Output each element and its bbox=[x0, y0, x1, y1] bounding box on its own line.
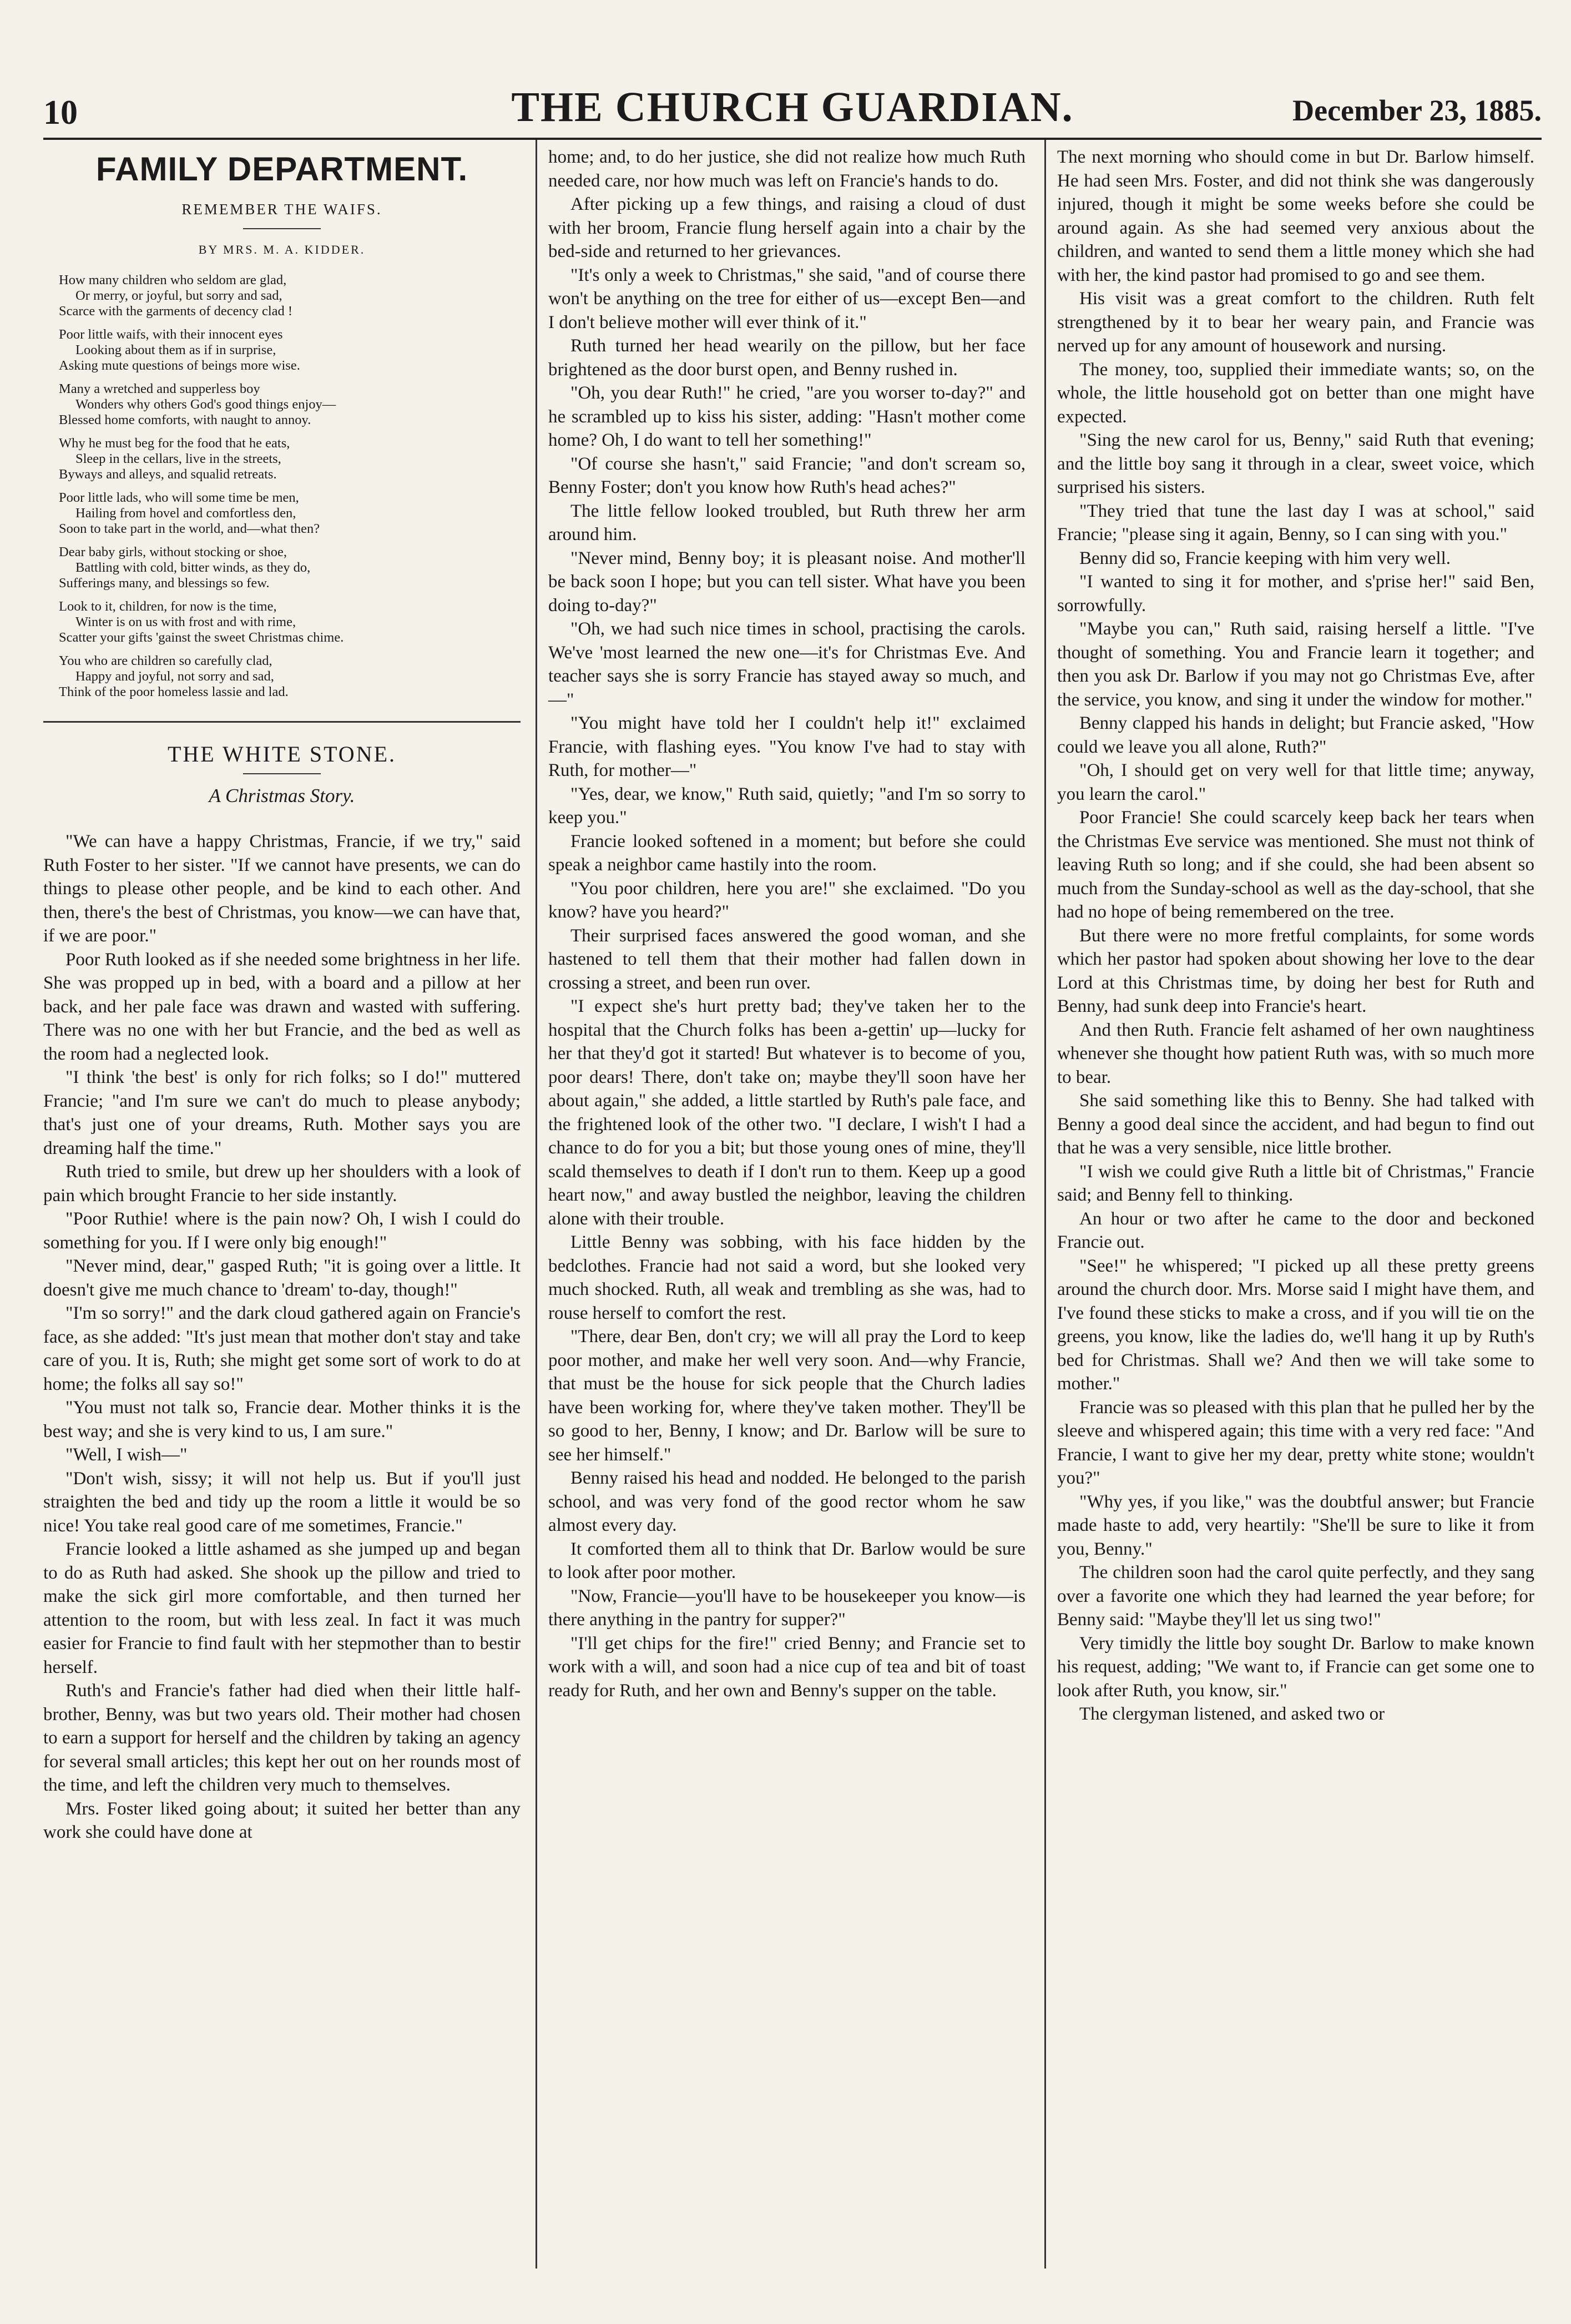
story-paragraph: "I'm so sorry!" and the dark cloud gathered again on Francie's face, as she added: "It's just mean that mother don't stay and take care of you. It is, Ruth; she might get some sort of work to do at home; the folks all say so!" bbox=[43, 1303, 521, 1394]
story-paragraph: The next morning who should come in but Dr. Barlow himself. He had seen Mrs. Foster, and did not think she was dangerously injured, though it might be some weeks before she could be around again. As she had seemed very anxious about the children, and wanted to send them a little money which she had with her, the kind pastor had promised to go and see them. bbox=[1057, 147, 1534, 285]
poem bbox=[43, 273, 521, 700]
story-paragraph: "You might have told her I couldn't help it!" exclaimed Francie, with flashing eyes. "You know I've had to stay with Ruth, for mother—" bbox=[548, 713, 1026, 780]
story-paragraph: The little fellow looked troubled, but Ruth threw her arm around him. bbox=[548, 501, 1026, 545]
story-paragraph: Poor Ruth looked as if she needed some brightness in her life. She was propped up in bed, with a board and a pillow at her back, and her pale face was drawn and wasted with suffering. There was no one with her but Francie, and the bed as well as the room had a neglected look. bbox=[43, 949, 521, 1064]
story-paragraph: "I think 'the best' is only for rich folks; so I do!" muttered Francie; "and I'm sure we can't do much to please anybody; that's just one of your dreams, Ruth. Mother says you are dreaming half the time." bbox=[43, 1067, 521, 1158]
story-paragraph: "I expect she's hurt pretty bad; they've taken her to the hospital that the Church folks has been a-gettin' up—lucky for her that they'd got it started! But whatever is to become of you, poor dears! There, don't take on; maybe they'll soon have her about again," she added, a little startled by Ruth's pale face, and the frightened look of the other two. "I declare, I wish't I had a chance to do for you a bit; but those young ones of mine, they'll scald themselves to death if I don't run to them. Keep up a good heart now," and away bustled the neighbor, leaving the children alone with their trouble. bbox=[548, 996, 1026, 1229]
story-paragraph: The children soon had the carol quite perfectly, and they sang over a favorite one which they had learned the year before; for Benny said: "Maybe they'll let us sing two!" bbox=[1057, 1562, 1534, 1630]
story-paragraph: "Poor Ruthie! where is the pain now? Oh, I wish I could do something for you. If I were only big enough!" bbox=[43, 1209, 521, 1253]
poem-stanza bbox=[59, 327, 521, 374]
poem-stanza bbox=[59, 490, 521, 537]
poem-line: Wonders why others God's good things enjoy— bbox=[75, 397, 336, 412]
story-paragraph: "You poor children, here you are!" she exclaimed. "Do you know? have you heard?" bbox=[548, 878, 1026, 922]
poem-line: You who are children so carefully clad, bbox=[59, 653, 272, 668]
poem-line: Happy and joyful, not sorry and sad, bbox=[75, 669, 274, 684]
story-paragraph: She said something like this to Benny. She had talked with Benny a good deal since the accident, and had begun to find out that he was a very sensible, nice little brother. bbox=[1057, 1091, 1534, 1158]
poem-line: Byways and alleys, and squalid retreats. bbox=[59, 467, 277, 482]
column-1 bbox=[43, 145, 521, 1844]
poem-line: How many children who seldom are glad, bbox=[59, 273, 287, 288]
poem-stanza bbox=[59, 381, 521, 428]
story-paragraph: Benny raised his head and nodded. He belonged to the parish school, and was very fond of the good rector whom he saw almost every day. bbox=[548, 1468, 1026, 1535]
story-paragraph: "Don't wish, sissy; it will not help us. But if you'll just straighten the bed and tidy up the room a little it would be so nice! You take real good care of me sometimes, Francie." bbox=[43, 1468, 521, 1536]
story-paragraph: An hour or two after he came to the door and beckoned Francie out. bbox=[1057, 1208, 1534, 1252]
story-paragraph: Poor Francie! She could scarcely keep back her tears when the Christmas Eve service was mentioned. She must not think of leaving Ruth so long; and if she could, she had been absent so much from the Sunday-school as well as the day-school, that she had no hope of being remembered on the tree. bbox=[1057, 808, 1534, 922]
story-paragraph: "It's only a week to Christmas," she said, "and of course there won't be anything on the tree for either of us—except Ben—and I don't believe mother will ever think of it." bbox=[548, 265, 1026, 332]
poem-line: Looking about them as if in surprise, bbox=[75, 342, 276, 357]
story-paragraph: Ruth turned her head wearily on the pillow, but her face brightened as the door burst open, and Benny rushed in. bbox=[548, 336, 1026, 380]
story-paragraph: But there were no more fretful complaints, for some words which her pastor had spoken about showing her love to the dear Lord at this Christmas time, by doing her best for Ruth and Benny, had sunk deep into Francie's heart. bbox=[1057, 925, 1534, 1016]
story-paragraph: Francie was so pleased with this plan that he pulled her by the sleeve and whispered again; this time with a very red face: "And Francie, I want to give her my dear, pretty white stone; wouldn't you?" bbox=[1057, 1397, 1534, 1488]
story-paragraph: "There, dear Ben, don't cry; we will all pray the Lord to keep poor mother, and make her well very soon. And—why Francie, that must be the house for sick people that the Church ladies have been working for, where they've taken mother. They'll be so good to her, Benny, I know; and Dr. Barlow will be sure to see her himself." bbox=[548, 1327, 1026, 1465]
poem-line: Many a wretched and supperless boy bbox=[59, 381, 260, 396]
poem-stanza bbox=[59, 653, 521, 700]
story-paragraph: Ruth's and Francie's father had died when their little half-brother, Benny, was but two years old. Their mother had chosen to earn a support for herself and the children by taking an agency for several small articles; this kept her out on her rounds most of the time, and left the children very much to themselves. bbox=[43, 1681, 521, 1795]
poem-line: Poor little lads, who will some time be men, bbox=[59, 490, 299, 505]
poem-stanza bbox=[59, 599, 521, 646]
story-paragraph: Benny clapped his hands in delight; but Francie asked, "How could we leave you all alone, Ruth?" bbox=[1057, 713, 1534, 757]
section-divider bbox=[43, 721, 521, 723]
poem-line: Blessed home comforts, with naught to annoy. bbox=[59, 412, 311, 427]
story-paragraph: "I wanted to sing it for mother, and s'prise her!" said Ben, sorrowfully. bbox=[1057, 572, 1534, 616]
story-paragraph: Mrs. Foster liked going about; it suited her better than any work she could have done at bbox=[43, 1798, 521, 1842]
page-number: 10 bbox=[43, 94, 78, 132]
poem-byline: BY MRS. M. A. KIDDER. bbox=[198, 242, 366, 256]
story-paragraph: "I wish we could give Ruth a little bit of Christmas," Francie said; and Benny fell to thinking. bbox=[1057, 1161, 1534, 1205]
poem-stanza bbox=[59, 273, 521, 319]
story-paragraph: "Oh, I should get on very well for that little time; anyway, you learn the carol." bbox=[1057, 760, 1534, 804]
story-paragraph: Their surprised faces answered the good woman, and she hastened to tell them that their mother had fallen down in crossing a street, and been run over. bbox=[548, 925, 1026, 993]
poem-line: Think of the poor homeless lassie and lad. bbox=[59, 684, 289, 699]
story-paragraph: "Never mind, dear," gasped Ruth; "it is going over a little. It doesn't give me much chance to 'dream' to-day, though!" bbox=[43, 1256, 521, 1300]
story-paragraph: Francie looked softened in a moment; but before she could speak a neighbor came hastily into the room. bbox=[548, 831, 1026, 875]
issue-date: December 23, 1885. bbox=[1292, 94, 1542, 127]
story-paragraph: Little Benny was sobbing, with his face hidden by the bedclothes. Francie had not said a word, but she looked very much shocked. Ruth, all weak and trembling as she was, had to rouse herself to comfort the rest. bbox=[548, 1232, 1026, 1323]
poem-line: Why he must beg for the food that he eats, bbox=[59, 436, 290, 451]
story-paragraph: "Now, Francie—you'll have to be housekeeper you know—is there anything in the pantry for supper?" bbox=[548, 1586, 1026, 1630]
masthead bbox=[43, 83, 1542, 139]
story-paragraph: "Oh, we had such nice times in school, practising the carols. We've 'most learned the new one—it's for Christmas Eve. And teacher says she is sorry Francie has stayed away so much, and—" bbox=[548, 619, 1026, 710]
story-paragraph: "You must not talk so, Francie dear. Mother thinks it is the best way; and she is very kind to us, I am sure." bbox=[43, 1398, 521, 1441]
story-paragraph: "Well, I wish—" bbox=[65, 1445, 188, 1465]
poem-line: Look to it, children, for now is the time, bbox=[59, 599, 277, 614]
story-paragraph: The money, too, supplied their immediate wants; so, on the whole, the little household got on better than one might have expected. bbox=[1057, 359, 1534, 427]
story-paragraph: "Maybe you can," Ruth said, raising herself a little. "I've thought of something. You and Francie learn it together; and then you ask Dr. Barlow if you may not go Christmas Eve, after the service, you know, and sing it under the window for mother." bbox=[1057, 619, 1534, 710]
story-paragraph: His visit was a great comfort to the children. Ruth felt strengthened by it to bear her weary pain, and Francie was nerved up for any amount of housework and nursing. bbox=[1057, 289, 1534, 356]
story-paragraph: "Yes, dear, we know," Ruth said, quietly; "and I'm so sorry to keep you." bbox=[548, 784, 1026, 828]
column-rule bbox=[1044, 140, 1046, 2268]
poem-line: Dear baby girls, without stocking or shoe, bbox=[59, 545, 287, 559]
poem-line: Scatter your gifts 'gainst the sweet Christmas chime. bbox=[59, 630, 344, 645]
poem-line: Soon to take part in the world, and—what then? bbox=[59, 521, 320, 536]
column-1-text bbox=[43, 830, 521, 1844]
column-2 bbox=[548, 145, 1026, 1702]
story-paragraph: "See!" he whispered; "I picked up all these pretty greens around the church door. Mrs. Morse said I might have them, and I've found these sticks to make a cross, and if you will tie on the greens, you know, like the ladies do, we'll hang it up by Ruth's bed for Christmas. Shall we? And then we will take some to mother." bbox=[1057, 1256, 1534, 1394]
column-rule bbox=[536, 140, 537, 2268]
story-paragraph: Ruth tried to smile, but drew up her shoulders with a look of pain which brought Francie to her side instantly. bbox=[43, 1162, 521, 1206]
divider bbox=[243, 773, 321, 774]
story-paragraph: Very timidly the little boy sought Dr. Barlow to make known his request, adding; "We want to, if Francie can get some one to look after Ruth, you know, sir." bbox=[1057, 1633, 1534, 1701]
poem-line: Sleep in the cellars, live in the streets, bbox=[75, 451, 281, 466]
story-paragraph: "Oh, you dear Ruth!" he cried, "are you worser to-day?" and he scrambled up to kiss his sister, adding: "Hasn't mother come home? Oh, I do want to tell her something!" bbox=[548, 383, 1026, 450]
column-3 bbox=[1057, 145, 1534, 1726]
story-paragraph: The clergyman listened, and asked two or bbox=[1079, 1704, 1385, 1724]
story-paragraph: home; and, to do her justice, she did not realize how much Ruth needed care, nor how much was left on Francie's hands to do. bbox=[548, 147, 1026, 191]
poem-line: Scarce with the garments of decency clad ! bbox=[59, 304, 293, 319]
story-paragraph: Francie looked a little ashamed as she jumped up and began to do as Ruth had asked. She shook up the pillow and tried to make the sick girl more comfortable, and then turned her attention to the room, but with less zeal. In fact it was much easier for Francie to find fault with her stepmother than to bestir herself. bbox=[43, 1539, 521, 1677]
story-subtitle: A Christmas Story. bbox=[209, 784, 355, 806]
story-paragraph: "We can have a happy Christmas, Francie, if we try," said Ruth Foster to her sister. "If we cannot have presents, we can do things to please other people, and be kind to each other. And then, there's the best of Christmas, you know—we can have that, if we are poor." bbox=[43, 831, 521, 946]
divider bbox=[243, 228, 321, 229]
newspaper-title: THE CHURCH GUARDIAN. bbox=[511, 84, 1074, 130]
section-heading: FAMILY DEPARTMENT. bbox=[95, 150, 468, 188]
story-paragraph: "Of course she hasn't," said Francie; "and don't scream so, Benny Foster; don't you know how Ruth's head aches?" bbox=[548, 453, 1026, 497]
story-title: THE WHITE STONE. bbox=[167, 742, 397, 767]
story-paragraph: And then Ruth. Francie felt ashamed of her own naughtiness whenever she thought how patient Ruth was, with so much more to bear. bbox=[1057, 1020, 1534, 1087]
story-paragraph: "They tried that tune the last day I was at school," said Francie; "please sing it again, Benny, so I can sing with you." bbox=[1057, 501, 1534, 545]
story-paragraph: "Why yes, if you like," was the doubtful answer; but Francie made haste to add, very heartily: "She'll be sure to like it from you, Benny." bbox=[1057, 1491, 1534, 1559]
poem-line: Winter is on us with frost and with rime, bbox=[75, 614, 296, 629]
poem-line: Or merry, or joyful, but sorry and sad, bbox=[75, 288, 282, 303]
story-paragraph: "I'll get chips for the fire!" cried Benny; and Francie set to work with a will, and soon had a nice cup of tea and bit of toast ready for Ruth, and her own and Benny's supper on the table. bbox=[548, 1633, 1026, 1701]
poem-stanza bbox=[59, 436, 521, 482]
story-paragraph: "Never mind, Benny boy; it is pleasant noise. And mother'll be back soon I hope; but you can tell sister. What have you been doing to-day?" bbox=[548, 548, 1026, 616]
poem-line: Sufferings many, and blessings so few. bbox=[59, 576, 270, 591]
poem-title: REMEMBER THE WAIFS. bbox=[181, 201, 382, 218]
story-paragraph: After picking up a few things, and raising a cloud of dust with her broom, Francie flung herself again into a chair by the bed-side and returned to her grievances. bbox=[548, 194, 1026, 261]
story-paragraph: Benny did so, Francie keeping with him very well. bbox=[1079, 548, 1451, 568]
story-paragraph: "Sing the new carol for us, Benny," said Ruth that evening; and the little boy sang it through in a clear, sweet voice, which surprised his sisters. bbox=[1057, 430, 1534, 497]
poem-line: Hailing from hovel and comfortless den, bbox=[75, 506, 296, 521]
story-paragraph: It comforted them all to think that Dr. Barlow would be sure to look after poor mother. bbox=[548, 1539, 1026, 1582]
poem-line: Asking mute questions of beings more wise. bbox=[59, 358, 300, 373]
poem-line: Battling with cold, bitter winds, as they do, bbox=[75, 560, 311, 575]
poem-line: Poor little waifs, with their innocent eyes bbox=[59, 327, 283, 342]
poem-stanza bbox=[59, 545, 521, 591]
masthead-rule bbox=[43, 138, 1542, 140]
